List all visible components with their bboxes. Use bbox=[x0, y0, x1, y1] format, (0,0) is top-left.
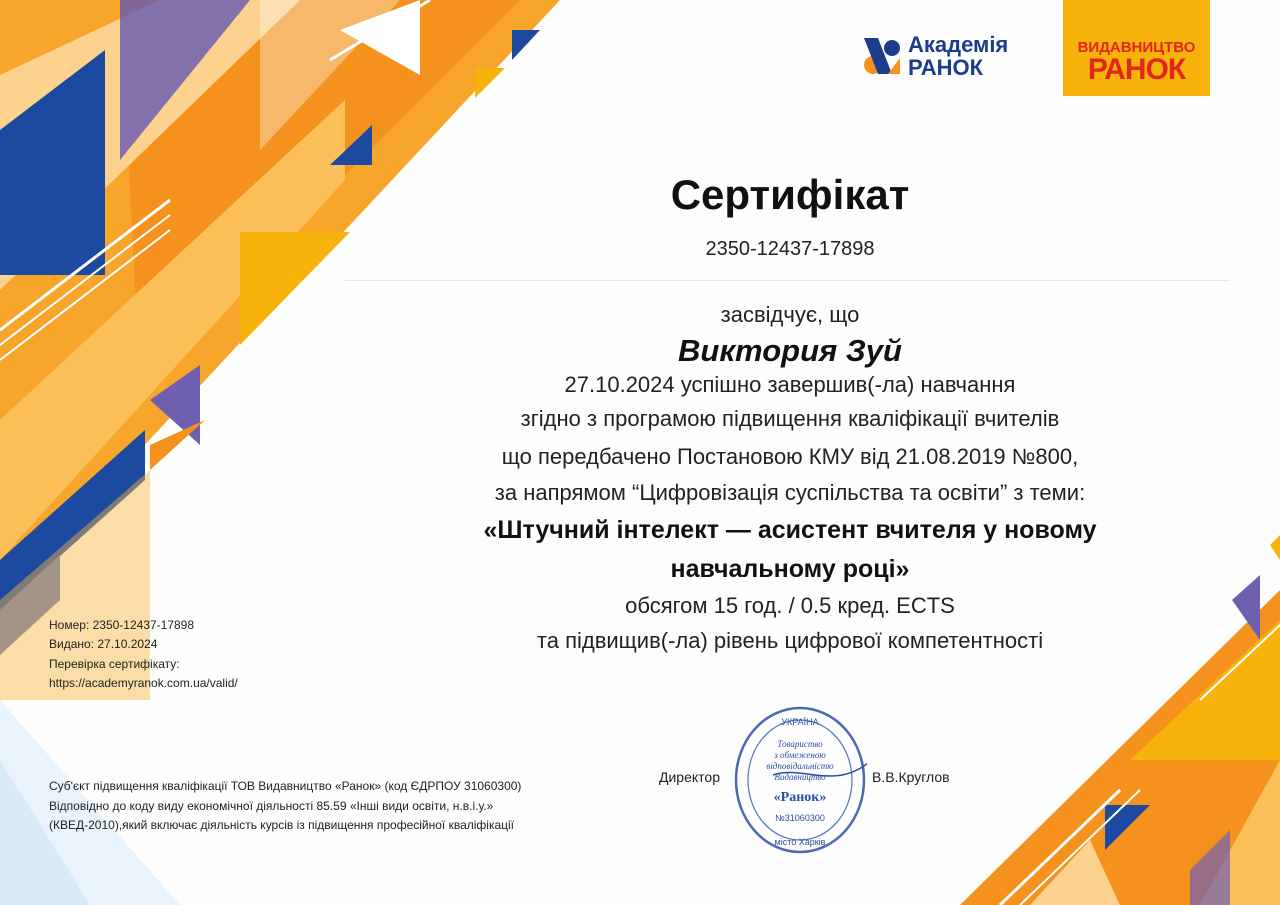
course-topic: навчальному році» bbox=[670, 555, 910, 583]
academy-logo-icon bbox=[860, 34, 904, 78]
publisher-logo-line2: РАНОК bbox=[1087, 53, 1186, 86]
stamp-line: відповідальністю bbox=[766, 761, 834, 771]
publisher-ranok-logo bbox=[1063, 0, 1210, 96]
body-line: 27.10.2024 успішно завершив(-ла) навчання bbox=[564, 372, 1016, 397]
stamp-line: з обмеженою bbox=[774, 750, 826, 760]
verify-link[interactable]: https://academyranok.com.ua/valid/ bbox=[49, 676, 238, 690]
stamp-top-text: УКРАЇНА bbox=[781, 717, 819, 727]
meta-number: Номер: 2350-12437-17898 bbox=[49, 618, 195, 632]
stamp-line: «Ранок» bbox=[773, 790, 827, 805]
recipient-name: Виктория Зуй bbox=[678, 333, 902, 368]
stamp-line: Товариство bbox=[777, 739, 823, 749]
publisher-logo-line1: ВИДАВНИЦТВО bbox=[1077, 39, 1196, 56]
academy-ranok-logo bbox=[860, 30, 1035, 82]
stamp-line: №31060300 bbox=[775, 813, 825, 823]
signature-name: В.В.Круглов bbox=[872, 769, 950, 785]
academy-logo-line1: Академія bbox=[908, 32, 1009, 57]
stamp-bottom-text: місто Харків bbox=[774, 837, 826, 847]
signature-role: Директор bbox=[659, 769, 720, 785]
certifies-text: засвідчує, що bbox=[720, 302, 860, 327]
closing-line: обсягом 15 год. / 0.5 кред. ECTS bbox=[625, 593, 955, 618]
divider bbox=[345, 280, 1230, 281]
body-line: що передбачено Постановою КМУ від 21.08.2019 №800, bbox=[501, 444, 1079, 469]
official-stamp bbox=[733, 705, 867, 855]
certificate-title: Сертифікат bbox=[670, 171, 910, 218]
meta-verify-label: Перевірка сертифікату: bbox=[49, 657, 180, 671]
course-topic: «Штучний інтелект — асистент вчителя у новому bbox=[483, 516, 1097, 544]
academy-logo-line2: РАНОК bbox=[908, 55, 984, 80]
body-line: згідно з програмою підвищення кваліфікації вчителів bbox=[520, 406, 1060, 431]
footer-line: Суб'єкт підвищення кваліфікації ТОВ Видавництво «Ранок» (код ЄДРПОУ 31060300) bbox=[49, 779, 522, 793]
footer-line: (КВЕД-2010),який включає діяльність курсів із підвищення професійної кваліфікації bbox=[49, 818, 515, 832]
closing-line: та підвищив(-ла) рівень цифрової компетентності bbox=[536, 628, 1044, 653]
body-line: за напрямом “Цифровізація суспільства та освіти” з теми: bbox=[494, 480, 1086, 505]
meta-issued: Видано: 27.10.2024 bbox=[49, 637, 158, 651]
stamp-line: Видавництво bbox=[774, 772, 826, 782]
footer-line: Відповідно до коду виду економічної діяльності 85.59 «Інші види освіти, н.в.і.у.» bbox=[49, 799, 494, 813]
certificate-number: 2350-12437-17898 bbox=[705, 238, 875, 260]
